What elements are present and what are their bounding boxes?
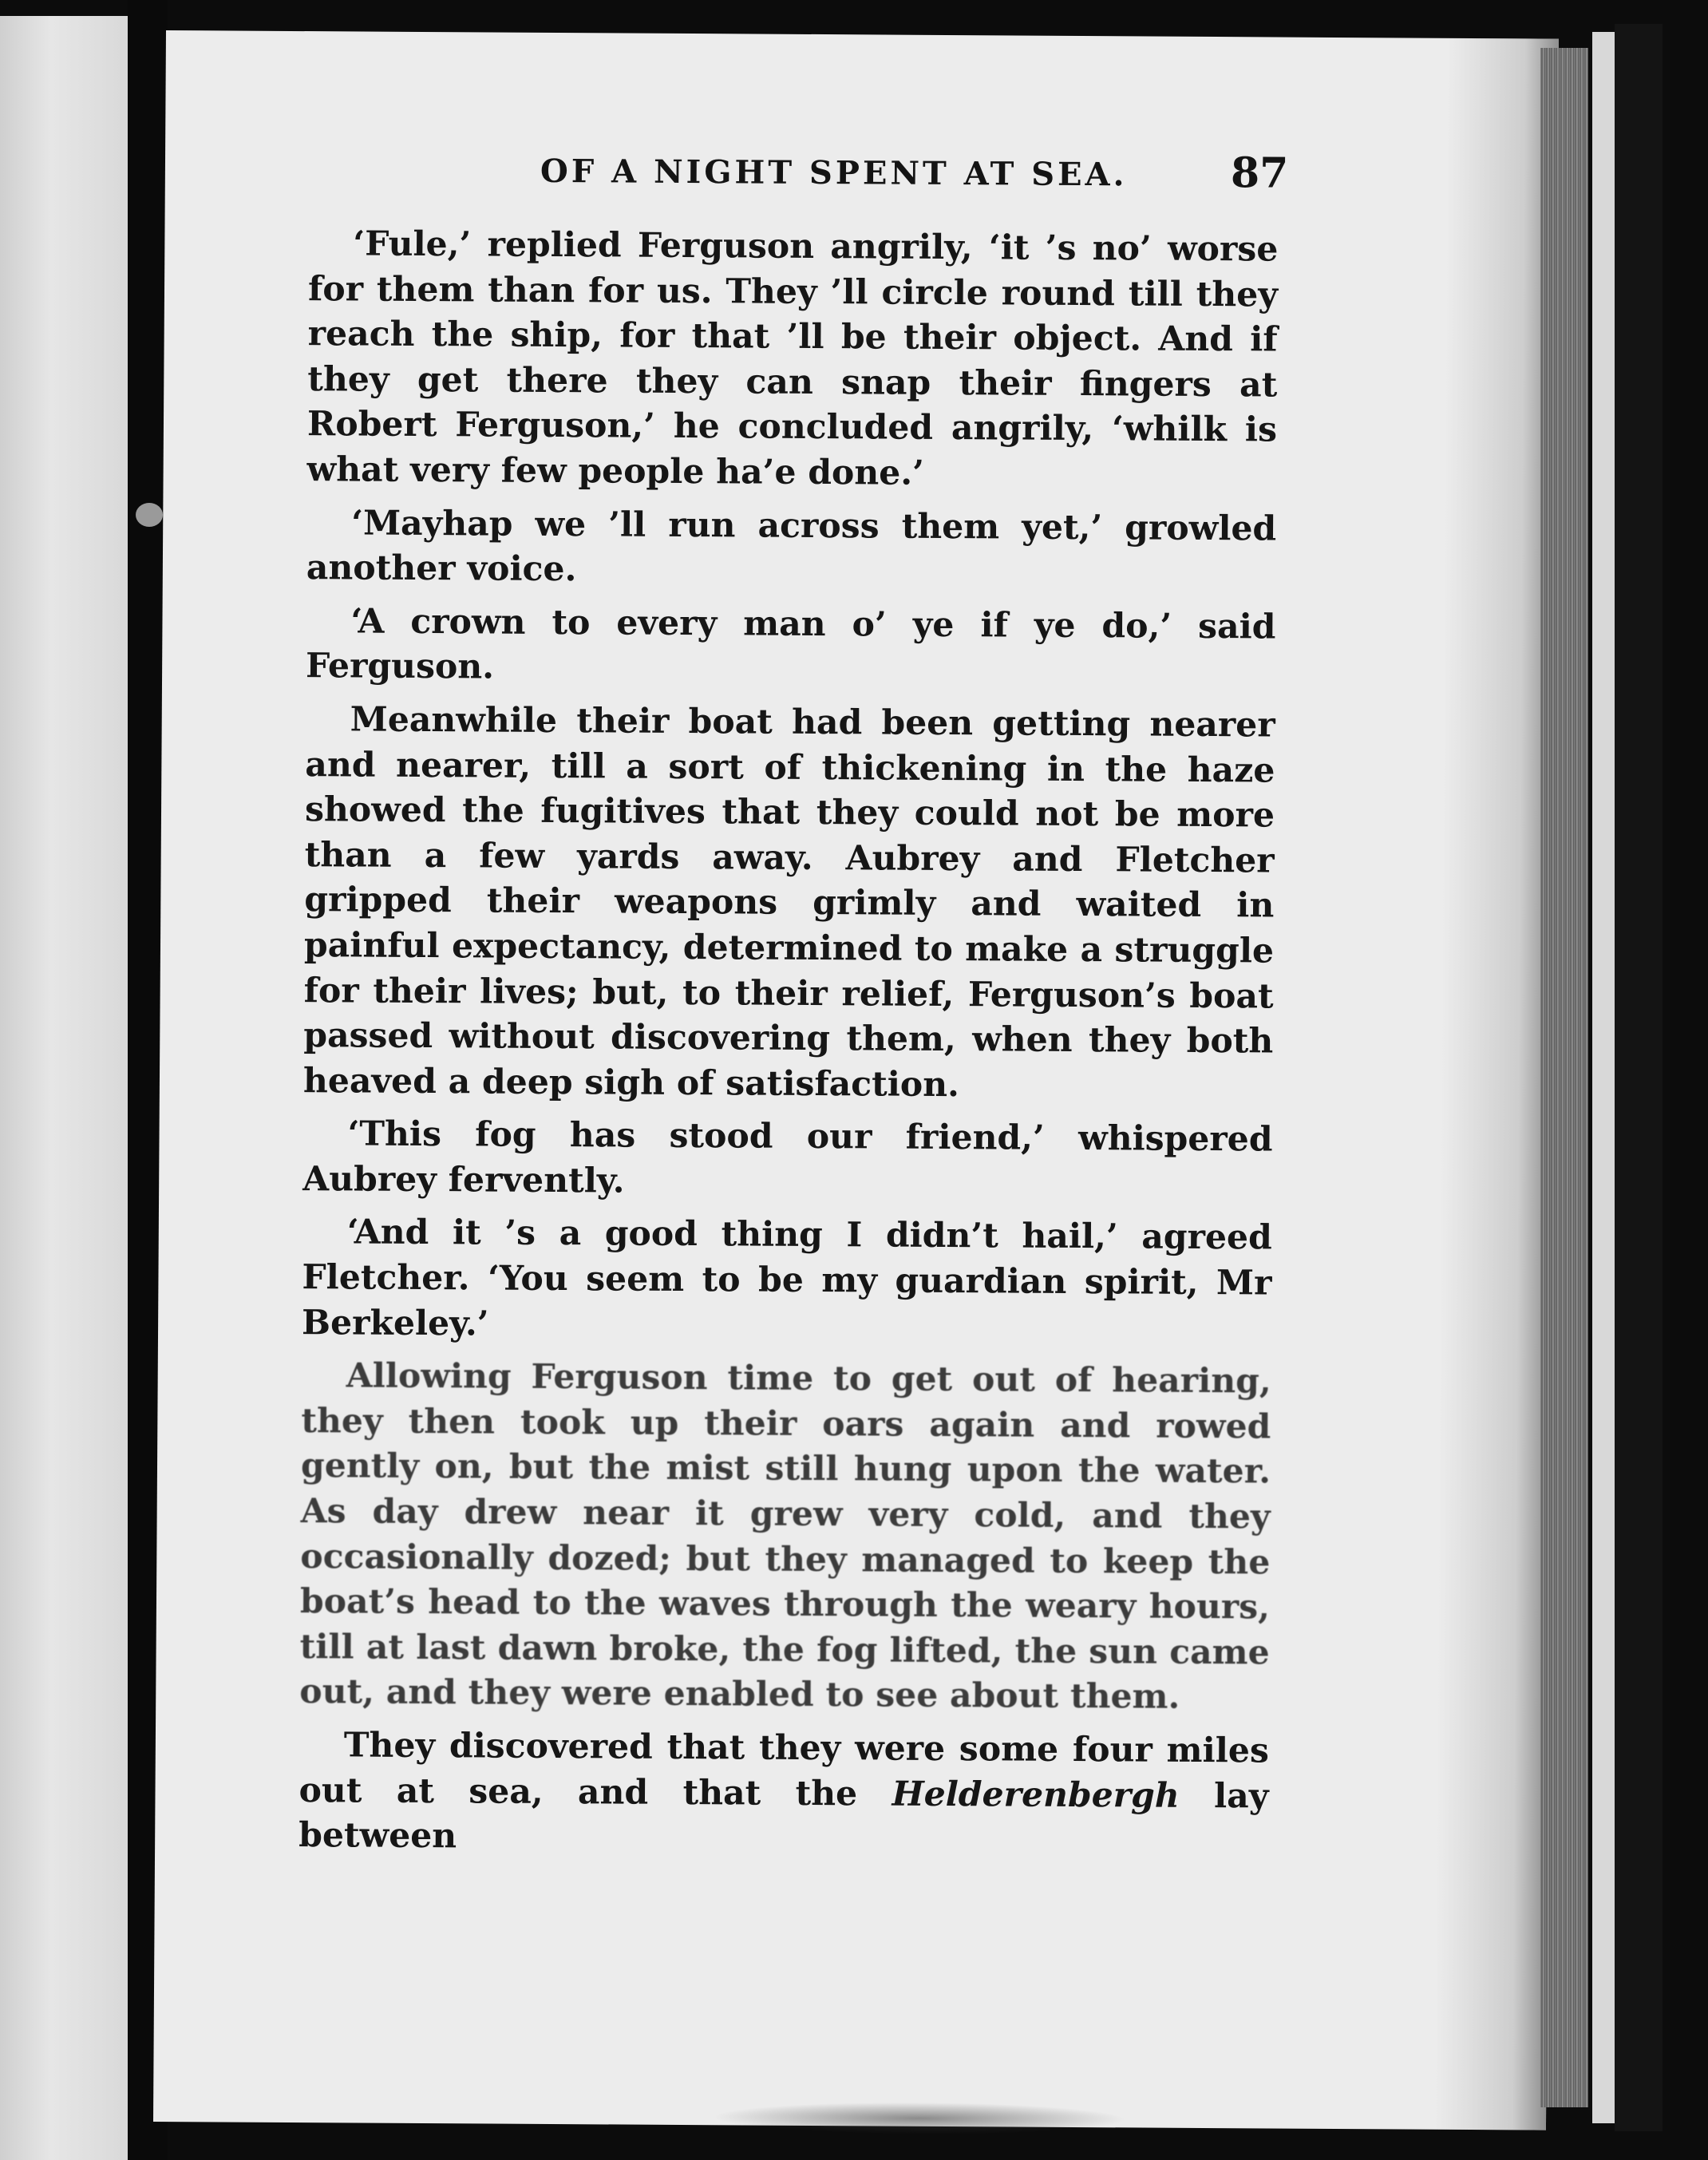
paragraph: ‘This fog has stood our friend,’ whispered Aubrey fervently. — [302, 1114, 1273, 1201]
paragraph-final — [299, 1723, 1269, 1864]
running-head — [165, 148, 1558, 198]
page-number: 87 — [1230, 148, 1289, 198]
book-cover-edge — [1592, 32, 1615, 2123]
paragraph: ‘A crown to every man o’ ye if ye do,’ said Ferguson. — [305, 601, 1276, 687]
book-spine-shadow — [1615, 24, 1663, 2131]
bottom-smudge — [712, 2101, 1127, 2135]
book-page — [153, 30, 1559, 2130]
ship-name-italic: Helderenbergh — [892, 1774, 1180, 1816]
body-text — [299, 221, 1279, 1872]
paragraph: ‘Mayhap we ’ll run across them yet,’ growled another voice. — [306, 502, 1277, 590]
final-text-end: lay between — [299, 1775, 1269, 1857]
page-blot-mark — [136, 503, 163, 527]
page-edges — [1540, 48, 1588, 2107]
paragraph: Allowing Ferguson time to get out of hearing, they then took up their oars again and rowed gently on, but the mist still hung upon the water. As day drew near it grew very cold, and they occasionally dozed; but they managed to keep the boat’s head to the waves through the weary hours, till at last dawn broke, the fog lifted, the sun came out, and they were enabled to see about them. — [299, 1355, 1271, 1718]
paragraph: ‘Fule,’ replied Ferguson angrily, ‘it ’s no’ worse for them than for us. They ’ll circle round till they reach the ship, for that ’ll be their object. And if they get there they can snap their fingers at Robert Ferguson,’ he concluded angrily, ‘whilk is what very few people ha’e done.’ — [306, 224, 1279, 493]
paragraph: ‘And it ’s a good thing I didn’t hail,’ agreed Fletcher. ‘You seem to be my guardian spirit, Mr Berkeley.’ — [301, 1212, 1272, 1344]
final-text-start: They discovered that they were some four miles out at sea, and that the — [299, 1725, 1270, 1814]
paragraph: Meanwhile their boat had been getting nearer and nearer, till a sort of thickening in the haze showed the fugitives that they could not be more than a few yards away. Aubrey and Fletcher gripped their weapons grimly and waited in painful expectancy, determined to make a struggle for their lives; but, to their relief, Ferguson’s boat passed without discovering them, when they both heaved a deep sigh of satisfaction. — [302, 699, 1275, 1105]
facing-page-edge — [0, 16, 128, 2160]
running-head-title: OF A NIGHT SPENT AT SEA. — [540, 152, 1128, 194]
